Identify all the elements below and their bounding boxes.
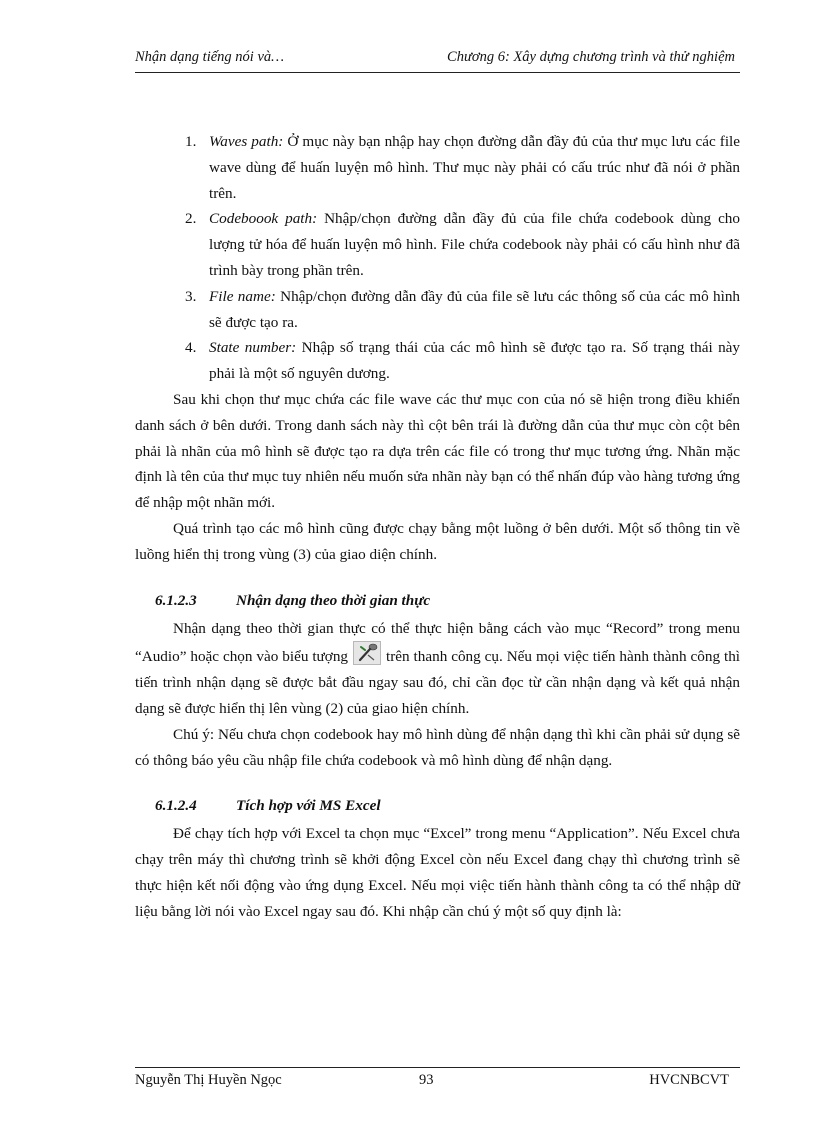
list-text: Nhập/chọn đường dẫn đầy đủ của file sẽ lưu các thông số của các mô hình sẽ được tạo ra.: [209, 287, 740, 331]
list-number: 1.: [185, 133, 197, 150]
list-term: Codeboook path:: [209, 210, 318, 228]
section-heading: [135, 793, 740, 819]
section-heading: [135, 588, 740, 614]
section-title: Tích hợp với MS Excel: [236, 797, 381, 815]
list-number: 4.: [185, 339, 197, 357]
footer-divider: [135, 1067, 740, 1068]
list-text: Nhập số trạng thái của các mô hình sẽ được tạo ra. Số trạng thái này phải là một số nguyên dương.: [209, 339, 741, 383]
section-title: Nhận dạng theo thời gian thực: [236, 591, 431, 609]
page-number: 93: [419, 1072, 434, 1088]
list-term: Waves path:: [209, 133, 284, 150]
parameter-list: [135, 129, 740, 387]
footer-author: Nguyễn Thị Huyền Ngọc: [135, 1072, 282, 1088]
page-header: [135, 49, 735, 71]
paragraph: Quá trình tạo các mô hình cũng được chạy bằng một luồng ở bên dưới. Một số thông tin về luồng hiển thị trong vùng (3) của giao diện chính.: [135, 519, 740, 563]
paragraph: Để chạy tích hợp với Excel ta chọn mục “Excel” trong menu “Application”. Nếu Excel chưa chạy trên máy thì chương trình sẽ khởi động Excel còn nếu Excel đang chạy thì chương trình sẽ thực hiện kết nối động vào ứng dụng Excel. Nếu mọi việc tiến hành thành công ta có thể nhập dữ liệu bằng lời nói vào Excel ngay sau đó. Khi nhập cần chú ý một số quy định là:: [135, 825, 740, 920]
paragraph: [135, 616, 740, 722]
list-text: Ở mục này bạn nhập hay chọn đường dẫn đầy đủ của thư mục lưu các file wave dùng để huấn luyện mô hình. Thư mục này phải có cấu trúc như đã nói ở phần trên.: [209, 133, 740, 202]
list-item: [135, 284, 740, 336]
paragraph: Chú ý: Nếu chưa chọn codebook hay mô hình dùng để nhận dạng thì khi cần phải sử dụng sẽ có thông báo yêu cầu nhập file chứa codebook và mô hình dùng để nhận dạng.: [135, 725, 740, 769]
page-body: [135, 129, 740, 925]
section-number: 6.1.2.4: [155, 797, 197, 815]
list-term: State number:: [209, 339, 297, 357]
paragraph: Sau khi chọn thư mục chứa các file wave các thư mục con của nó sẽ hiện trong điều khiển danh sách ở bên dưới. Trong danh sách này thì cột bên trái là đường dẫn của thư mục còn cột bên phải là nhãn của mô hình sẽ được tạo ra dựa trên các file có trong thư mục tương ứng. Nhãn mặc định là tên của thư mục tuy nhiên nếu muốn sửa nhãn này bạn có thể nhấn đúp vào hàng tương ứng để nhập một nhãn mới.: [135, 390, 740, 512]
list-number: 3.: [185, 287, 197, 305]
paragraph-text: Nhận dạng theo thời gian thực có thể thực hiện bằng cách vào mục “Record” trong menu “Audio” hoặc chọn vào biểu tượng: [135, 619, 740, 666]
list-item: [135, 206, 740, 283]
paragraph-text: trên thanh công cụ. Nếu mọi việc tiến hành thành công thì tiến trình nhận dạng sẽ được bắt đầu ngay sau đó, chỉ cần đọc từ cần nhận dạng và kết quả nhận dạng sẽ được hiển thị lên vùng (2) của giao hiện chính.: [135, 648, 741, 717]
header-divider: [135, 72, 740, 73]
list-number: 2.: [185, 210, 197, 228]
list-item: [135, 335, 740, 387]
section-number: 6.1.2.3: [155, 591, 197, 609]
list-term: File name:: [209, 287, 276, 305]
record-microphone-icon: [353, 641, 381, 665]
list-item: [135, 129, 740, 206]
footer-org: HVCNBCVT: [649, 1072, 729, 1088]
list-text: Nhập/chọn đường dẫn đầy đủ của file chứa codebook dùng cho lượng tử hóa để huấn luyện mô hình. File chứa codebook này phải có cấu hình như đã trình bày trong phần trên.: [209, 210, 740, 279]
header-right: Chương 6: Xây dựng chương trình và thử nghiệm: [447, 49, 735, 65]
header-left: Nhận dạng tiếng nói và…: [135, 49, 285, 65]
page-footer: [135, 1072, 735, 1094]
